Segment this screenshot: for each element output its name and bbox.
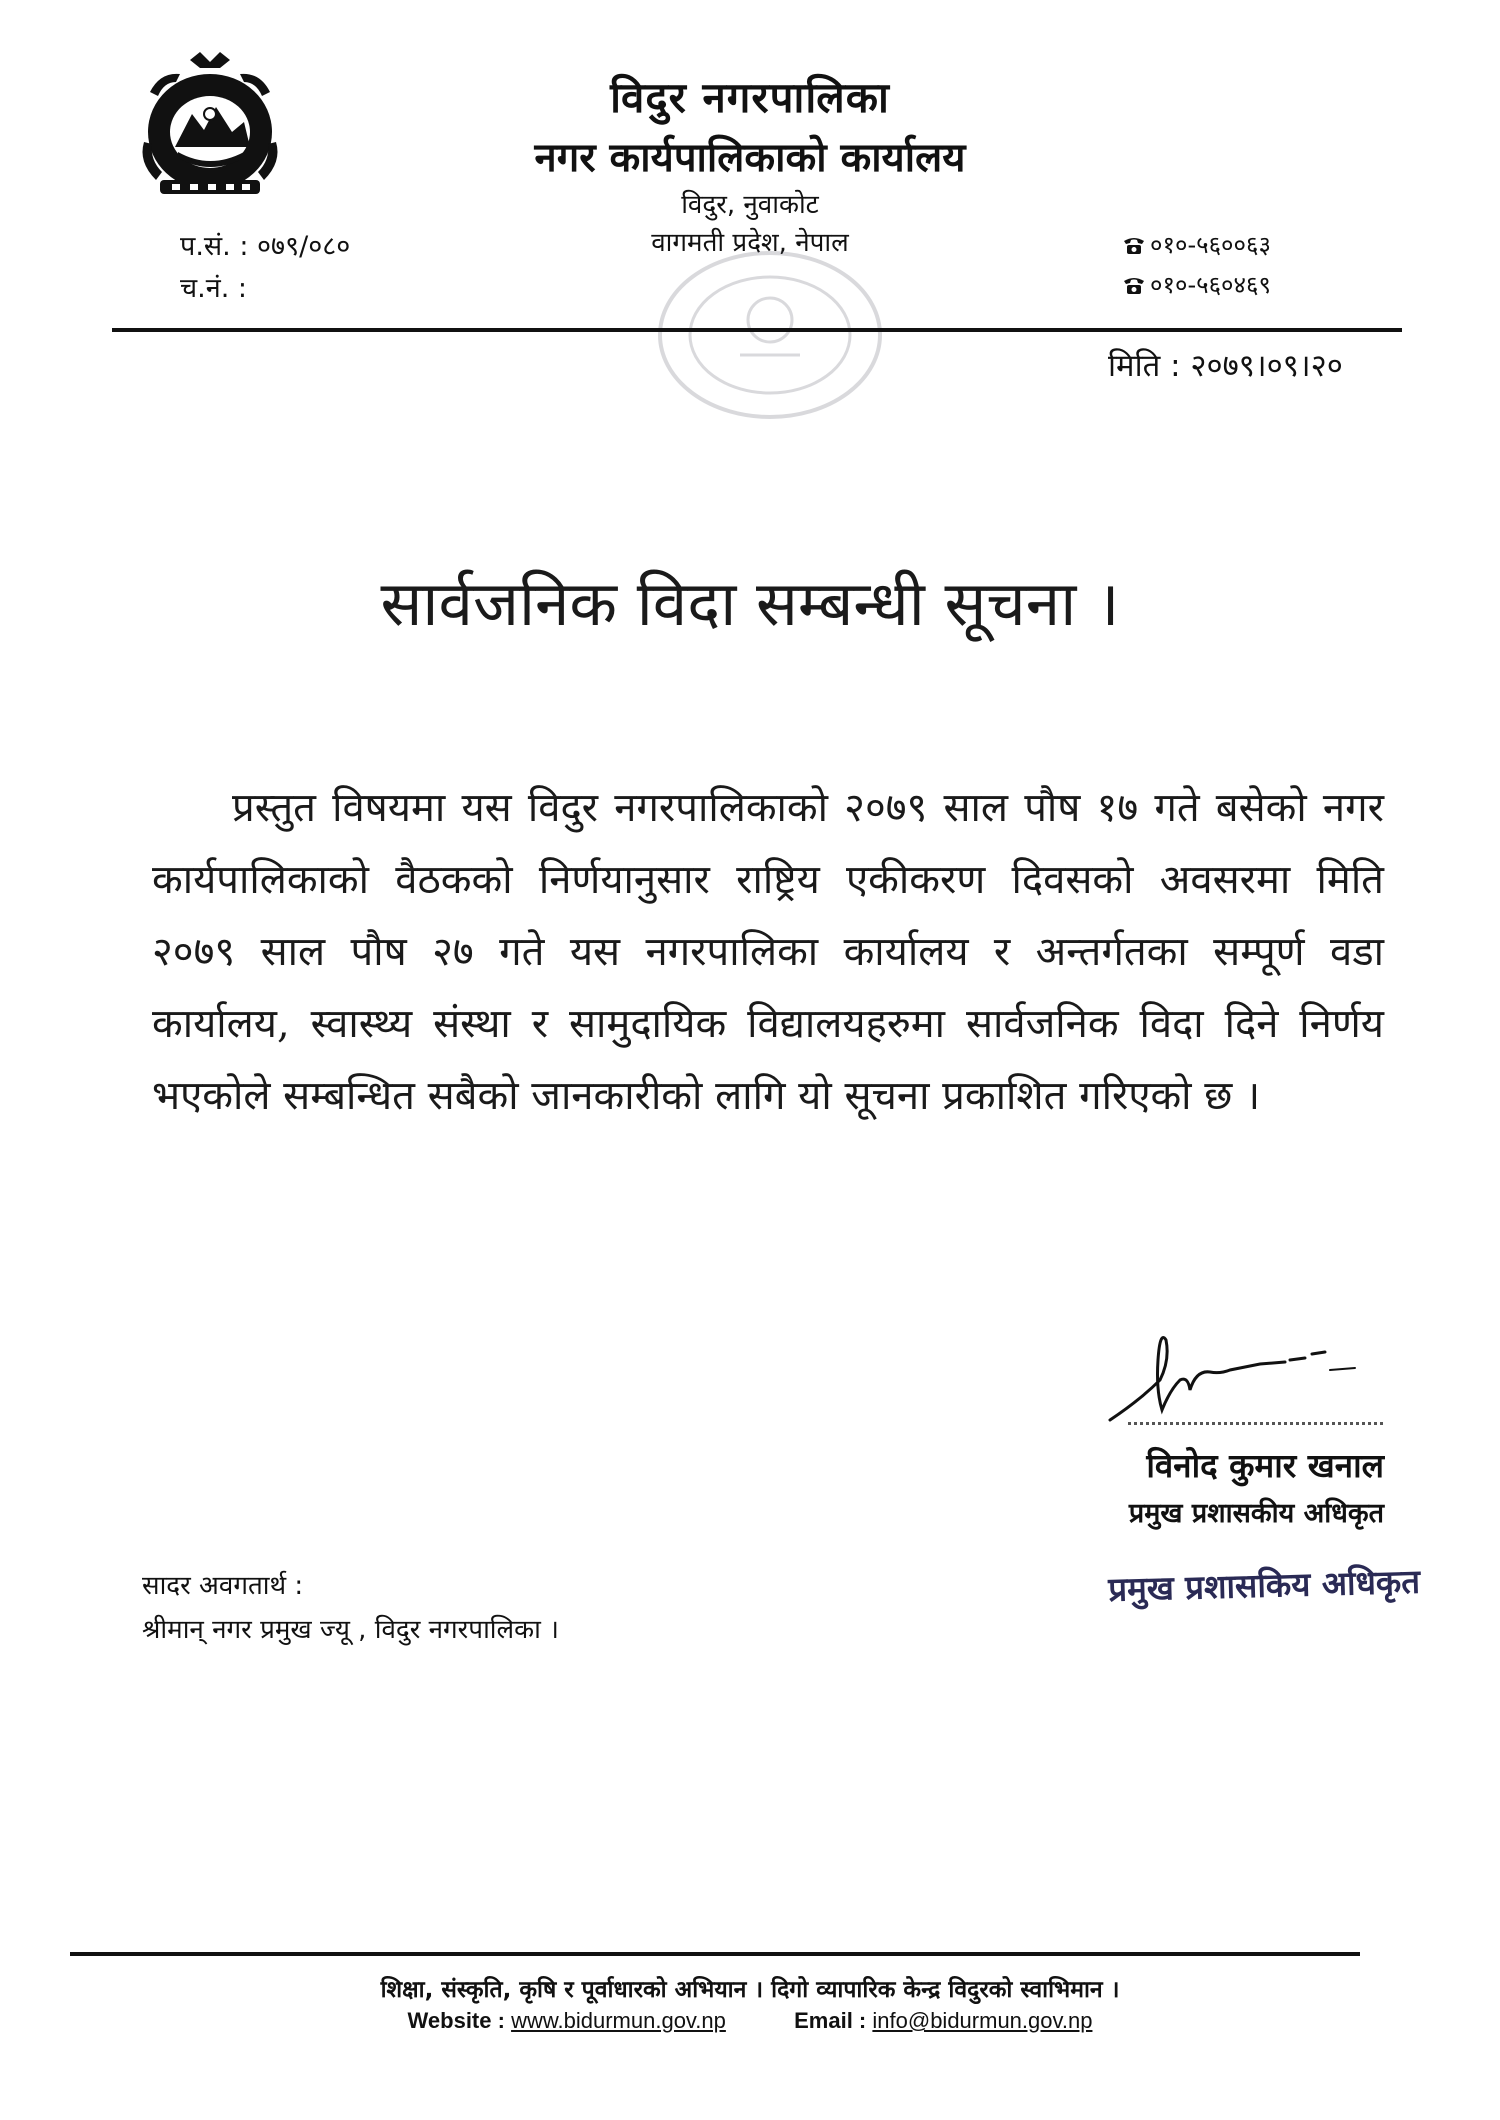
address-line-1: विदुर, नुवाकोट — [681, 190, 819, 220]
header-divider — [112, 328, 1402, 332]
website-label: Website : — [407, 2008, 505, 2033]
cc-label: सादर अवगतार्थ : — [142, 1571, 304, 1601]
telephone-icon — [1122, 275, 1146, 295]
reference-number: प.सं. : ०७९/०८० — [180, 231, 351, 262]
footer-divider — [70, 1952, 1360, 1956]
signatory-title: प्रमुख प्रशासकीय अधिकृत — [1128, 1498, 1384, 1529]
office-stamp — [640, 240, 900, 430]
address-line-2: वागमती प्रदेश, नेपाल — [651, 228, 849, 258]
designation-stamp: प्रमुख प्रशासकिय अधिकृत — [1107, 1561, 1421, 1609]
footer-contact — [0, 2008, 1500, 2034]
dispatch-number: च.नं. : — [180, 273, 247, 304]
footer-slogan: शिक्षा, संस्कृति, कृषि र पूर्वाधारको अभियान । दिगो व्यापारिक केन्द्र विदुरको स्वाभिमान । — [380, 1977, 1120, 2003]
email-label: Email : — [794, 2008, 867, 2033]
notice-body: प्रस्तुत विषयमा यस विदुर नगरपालिकाको २०७९ साल पौष १७ गते बसेको नगर कार्यपालिकाको वैठकको निर्णयानुसार राष्ट्रिय एकीकरण दिवसको अवसरमा मिति २०७९ साल पौष २७ गते यस नगरपालिका कार्यालय र अन्तर्गतका सम्पूर्ण वडा कार्यालय, स्वास्थ्य संस्था र सामुदायिक विद्यालयहरुमा सार्वजनिक विदा दिने निर्णय भएकोले सम्बन्धित सबैको जानकारीको लागि यो सूचना प्रकाशित गरिएको छ । — [152, 785, 1384, 1119]
org-name: विदुर नगरपालिका — [610, 73, 890, 122]
handwritten-signature — [1100, 1320, 1360, 1430]
signatory-name: विनोद कुमार खनाल — [1146, 1446, 1384, 1485]
signature-line — [1128, 1422, 1383, 1425]
website-link[interactable]: www.bidurmun.gov.np — [511, 2008, 726, 2033]
office-name: नगर कार्यपालिकाको कार्यालय — [534, 135, 966, 181]
phone-2-number: ०१०-५६०४६९ — [1150, 271, 1271, 299]
email-link[interactable]: info@bidurmun.gov.np — [872, 2008, 1093, 2033]
notice-subject: सार्वजनिक विदा सम्बन्धी सूचना । — [380, 567, 1120, 640]
letter-date: मिति : २०७९।०९।२० — [1108, 348, 1343, 384]
telephone-icon — [1122, 235, 1146, 255]
phone-1 — [1122, 228, 1271, 261]
phone-2 — [1122, 268, 1271, 301]
phone-1-number: ०१०-५६००६३ — [1150, 231, 1271, 259]
cc-recipient: श्रीमान् नगर प्रमुख ज्यू , विदुर नगरपालिका । — [142, 1615, 559, 1645]
